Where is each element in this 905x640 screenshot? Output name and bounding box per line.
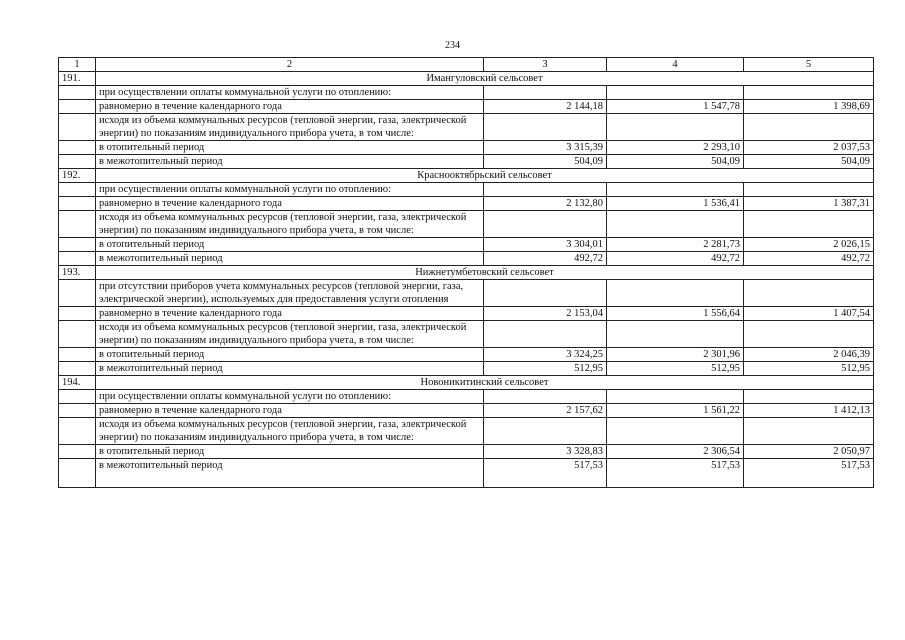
value-cell-col-4: 1 561,22 <box>607 404 744 418</box>
value-cell-col-3: 512,95 <box>484 362 607 376</box>
value-cell-col-4: 1 556,64 <box>607 307 744 321</box>
value-cell-col-5: 492,72 <box>744 252 874 266</box>
section-title-row <box>59 376 874 390</box>
value-cell-col-3: 2 157,62 <box>484 404 607 418</box>
value-cell-col-3 <box>484 321 607 348</box>
row-label: в отопительный период <box>96 348 484 362</box>
value-cell-col-5: 1 387,31 <box>744 197 874 211</box>
value-cell-col-4 <box>607 183 744 197</box>
value-cell-col-5 <box>744 211 874 238</box>
section-name: Новоникитинский сельсовет <box>96 376 874 390</box>
table-row <box>59 86 874 100</box>
table-row <box>59 348 874 362</box>
row-label: в межотопительный период <box>96 252 484 266</box>
value-cell-col-5 <box>744 321 874 348</box>
row-label: при осуществлении оплаты коммунальной услуги по отоплению: <box>96 86 484 100</box>
row-number-cell <box>59 155 96 169</box>
row-number-cell <box>59 100 96 114</box>
section-title-row <box>59 72 874 86</box>
row-label: равномерно в течение календарного года <box>96 307 484 321</box>
row-label: равномерно в течение календарного года <box>96 404 484 418</box>
value-cell-col-5: 1 407,54 <box>744 307 874 321</box>
row-number-cell <box>59 321 96 348</box>
value-cell-col-5 <box>744 86 874 100</box>
table-row <box>59 252 874 266</box>
value-cell-col-5: 517,53 <box>744 459 874 488</box>
table-row <box>59 238 874 252</box>
row-label: в отопительный период <box>96 445 484 459</box>
section-title-row <box>59 266 874 280</box>
row-number-cell <box>59 141 96 155</box>
value-cell-col-3: 2 144,18 <box>484 100 607 114</box>
value-cell-col-5: 2 050,97 <box>744 445 874 459</box>
table-row <box>59 141 874 155</box>
section-number: 191. <box>59 72 96 86</box>
row-number-cell <box>59 459 96 488</box>
value-cell-col-5: 504,09 <box>744 155 874 169</box>
value-cell-col-3: 3 304,01 <box>484 238 607 252</box>
table-row <box>59 459 874 488</box>
value-cell-col-4: 1 547,78 <box>607 100 744 114</box>
table-body <box>59 58 874 488</box>
row-label: исходя из объема коммунальных ресурсов (тепловой энергии, газа, электрической энергии) по показаниям индивидуального прибора учета, в том числе: <box>96 321 484 348</box>
row-number-cell <box>59 211 96 238</box>
row-number-cell <box>59 348 96 362</box>
row-label: равномерно в течение календарного года <box>96 100 484 114</box>
table-row <box>59 307 874 321</box>
value-cell-col-3: 517,53 <box>484 459 607 488</box>
table-row <box>59 321 874 348</box>
value-cell-col-4 <box>607 86 744 100</box>
row-label: при осуществлении оплаты коммунальной услуги по отоплению: <box>96 183 484 197</box>
value-cell-col-3 <box>484 418 607 445</box>
row-label: исходя из объема коммунальных ресурсов (тепловой энергии, газа, электрической энергии) по показаниям индивидуального прибора учета, в том числе: <box>96 418 484 445</box>
value-cell-col-4: 1 536,41 <box>607 197 744 211</box>
section-number: 192. <box>59 169 96 183</box>
value-cell-col-5: 2 026,15 <box>744 238 874 252</box>
value-cell-col-5 <box>744 114 874 141</box>
value-cell-col-3: 3 324,25 <box>484 348 607 362</box>
value-cell-col-4: 504,09 <box>607 155 744 169</box>
value-cell-col-5 <box>744 390 874 404</box>
value-cell-col-4 <box>607 280 744 307</box>
value-cell-col-4: 2 306,54 <box>607 445 744 459</box>
value-cell-col-5: 1 412,13 <box>744 404 874 418</box>
section-number: 194. <box>59 376 96 390</box>
header-cell-5: 5 <box>744 58 874 72</box>
row-label: при отсутствии приборов учета коммунальных ресурсов (тепловой энергии, газа, электрической энергии), используемых для предоставления услуги отопления <box>96 280 484 307</box>
table-row <box>59 445 874 459</box>
table-row <box>59 280 874 307</box>
header-row <box>59 58 874 72</box>
row-number-cell <box>59 404 96 418</box>
value-cell-col-3: 492,72 <box>484 252 607 266</box>
row-label: равномерно в течение календарного года <box>96 197 484 211</box>
value-cell-col-3 <box>484 86 607 100</box>
value-cell-col-3: 2 153,04 <box>484 307 607 321</box>
table-row <box>59 197 874 211</box>
row-number-cell <box>59 86 96 100</box>
header-cell-1: 1 <box>59 58 96 72</box>
value-cell-col-3 <box>484 390 607 404</box>
section-name: Нижнетумбетовский сельсовет <box>96 266 874 280</box>
value-cell-col-3: 2 132,80 <box>484 197 607 211</box>
page-number: 234 <box>445 40 460 51</box>
row-label: в межотопительный период <box>96 155 484 169</box>
value-cell-col-4: 517,53 <box>607 459 744 488</box>
row-label: в отопительный период <box>96 141 484 155</box>
value-cell-col-4: 2 281,73 <box>607 238 744 252</box>
section-number: 193. <box>59 266 96 280</box>
value-cell-col-4: 512,95 <box>607 362 744 376</box>
row-number-cell <box>59 307 96 321</box>
row-number-cell <box>59 362 96 376</box>
table-row <box>59 418 874 445</box>
header-cell-3: 3 <box>484 58 607 72</box>
value-cell-col-4 <box>607 418 744 445</box>
value-cell-col-5: 1 398,69 <box>744 100 874 114</box>
row-number-cell <box>59 390 96 404</box>
value-cell-col-4 <box>607 211 744 238</box>
value-cell-col-3 <box>484 114 607 141</box>
row-number-cell <box>59 280 96 307</box>
row-number-cell <box>59 114 96 141</box>
value-cell-col-4: 492,72 <box>607 252 744 266</box>
row-label: при осуществлении оплаты коммунальной услуги по отоплению: <box>96 390 484 404</box>
value-cell-col-5: 2 046,39 <box>744 348 874 362</box>
row-number-cell <box>59 183 96 197</box>
row-number-cell <box>59 197 96 211</box>
table-row <box>59 211 874 238</box>
value-cell-col-4: 2 293,10 <box>607 141 744 155</box>
value-cell-col-3 <box>484 183 607 197</box>
table-row <box>59 100 874 114</box>
section-name: Имангуловский сельсовет <box>96 72 874 86</box>
value-cell-col-5 <box>744 418 874 445</box>
row-label: исходя из объема коммунальных ресурсов (тепловой энергии, газа, электрической энергии) по показаниям индивидуального прибора учета, в том числе: <box>96 114 484 141</box>
value-cell-col-4: 2 301,96 <box>607 348 744 362</box>
tariff-table <box>58 57 874 488</box>
value-cell-col-3: 3 315,39 <box>484 141 607 155</box>
table-row <box>59 155 874 169</box>
value-cell-col-5: 2 037,53 <box>744 141 874 155</box>
row-label: исходя из объема коммунальных ресурсов (тепловой энергии, газа, электрической энергии) по показаниям индивидуального прибора учета, в том числе: <box>96 211 484 238</box>
value-cell-col-3 <box>484 211 607 238</box>
table-row <box>59 114 874 141</box>
section-title-row <box>59 169 874 183</box>
value-cell-col-3: 504,09 <box>484 155 607 169</box>
value-cell-col-5 <box>744 280 874 307</box>
row-number-cell <box>59 418 96 445</box>
value-cell-col-3 <box>484 280 607 307</box>
row-label: в отопительный период <box>96 238 484 252</box>
row-label: в межотопительный период <box>96 459 484 488</box>
header-cell-2: 2 <box>96 58 484 72</box>
header-cell-4: 4 <box>607 58 744 72</box>
table-row <box>59 362 874 376</box>
table-row <box>59 390 874 404</box>
value-cell-col-4 <box>607 114 744 141</box>
row-number-cell <box>59 238 96 252</box>
value-cell-col-5: 512,95 <box>744 362 874 376</box>
row-label: в межотопительный период <box>96 362 484 376</box>
row-number-cell <box>59 445 96 459</box>
row-number-cell <box>59 252 96 266</box>
table-row <box>59 183 874 197</box>
value-cell-col-3: 3 328,83 <box>484 445 607 459</box>
value-cell-col-4 <box>607 321 744 348</box>
table-row <box>59 404 874 418</box>
section-name: Краснооктябрьский сельсовет <box>96 169 874 183</box>
value-cell-col-4 <box>607 390 744 404</box>
value-cell-col-5 <box>744 183 874 197</box>
